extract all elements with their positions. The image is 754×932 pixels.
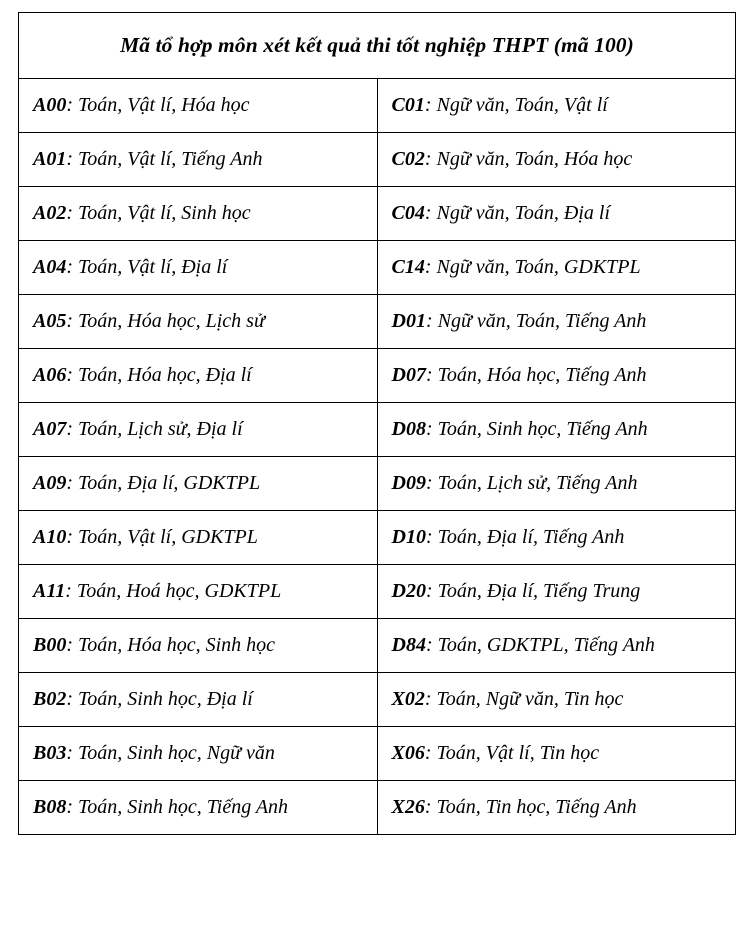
combo-code: A07 [33,418,67,440]
table-row [19,295,736,349]
combo-cell-right [377,241,736,295]
combo-separator: : [66,364,74,386]
combo-subjects: Toán, Hóa học, Địa lí [78,364,252,386]
combo-code: B03 [33,742,67,764]
combo-code: C01 [391,94,425,116]
combo-code: D07 [391,364,426,386]
combo-cell-left [19,511,378,565]
combo-subjects: Toán, Tin học, Tiếng Anh [436,796,637,818]
combo-separator: : [424,202,432,224]
combo-separator: : [65,580,72,602]
combo-code: X02 [391,688,425,710]
combo-subjects: Toán, Vật lí, GDKTPL [78,526,258,548]
combo-cell-right [377,511,736,565]
combo-separator: : [66,310,74,332]
table-row [19,79,736,133]
table-row [19,781,736,835]
combo-code: A04 [33,256,67,278]
combo-code: B08 [33,796,67,818]
combo-separator: : [425,472,433,494]
combo-separator: : [66,634,74,656]
combo-subjects: Toán, Hóa học, Lịch sử [78,310,265,332]
page-title: Mã tổ hợp môn xét kết quả thi tốt nghiệp THPT (mã 100) [19,13,736,79]
combo-cell-left [19,619,378,673]
combo-separator: : [66,526,74,548]
combo-subjects: Toán, Lịch sử, Tiếng Anh [437,472,638,494]
combo-code: D01 [391,310,426,332]
subject-combination-table [18,12,736,835]
combo-code: A00 [33,94,67,116]
combo-code: A01 [33,148,67,170]
table-row [19,457,736,511]
combo-cell-right [377,133,736,187]
table-row [19,403,736,457]
combo-code: D84 [391,634,426,656]
combo-subjects: Toán, Hoá học, GDKTPL [76,580,282,602]
combo-separator: : [66,418,74,440]
combo-separator: : [66,742,74,764]
combo-separator: : [66,796,74,818]
combo-cell-right [377,673,736,727]
combo-code: C14 [391,256,425,278]
combo-separator: : [66,148,74,170]
combo-separator: : [66,256,74,278]
combo-subjects: Ngữ văn, Toán, Hóa học [436,148,633,170]
combo-code: B00 [33,634,67,656]
combo-cell-right [377,727,736,781]
combo-code: X06 [391,742,425,764]
table-title-row [19,13,736,79]
table-row [19,673,736,727]
combo-cell-right [377,349,736,403]
combo-code: A10 [33,526,67,548]
combo-cell-right [377,295,736,349]
combo-cell-left [19,727,378,781]
table-row [19,133,736,187]
combo-code: C04 [391,202,425,224]
table-body [19,13,736,835]
combo-cell-right [377,565,736,619]
table-row [19,619,736,673]
combo-code: D09 [391,472,426,494]
combo-separator: : [424,742,432,764]
combo-cell-right [377,457,736,511]
table-row [19,349,736,403]
combo-code: D08 [391,418,426,440]
combo-cell-left [19,457,378,511]
combo-cell-right [377,781,736,835]
combo-subjects: Toán, Vật lí, Sinh học [78,202,251,224]
combo-subjects: Ngữ văn, Toán, GDKTPL [436,256,641,278]
table-row [19,187,736,241]
combo-cell-left [19,403,378,457]
combo-subjects: Toán, Vật lí, Địa lí [78,256,228,278]
combo-cell-left [19,79,378,133]
combo-subjects: Toán, Địa lí, Tiếng Anh [437,526,625,548]
combo-separator: : [424,256,432,278]
combo-separator: : [424,688,432,710]
combo-subjects: Ngữ văn, Toán, Địa lí [436,202,611,224]
combo-separator: : [424,796,432,818]
combo-subjects: Toán, Vật lí, Tiếng Anh [78,148,263,170]
combo-cell-right [377,619,736,673]
combo-code: A11 [33,580,66,602]
combo-subjects: Toán, Sinh học, Tiếng Anh [437,418,648,440]
combo-cell-left [19,187,378,241]
combo-code: A06 [33,364,67,386]
combo-separator: : [66,94,74,116]
combo-cell-right [377,403,736,457]
combo-cell-left [19,295,378,349]
combo-separator: : [425,526,433,548]
combo-subjects: Toán, Địa lí, Tiếng Trung [437,580,641,602]
combo-separator: : [66,202,74,224]
combo-subjects: Ngữ văn, Toán, Vật lí [436,94,608,116]
combo-separator: : [425,364,433,386]
combo-cell-left [19,349,378,403]
combo-code: A02 [33,202,67,224]
combo-subjects: Toán, Hóa học, Sinh học [78,634,276,656]
combo-subjects: Toán, Sinh học, Địa lí [78,688,253,710]
combo-cell-left [19,673,378,727]
combo-cell-left [19,565,378,619]
combo-separator: : [66,472,74,494]
table-row [19,727,736,781]
combo-separator: : [425,580,433,602]
combo-subjects: Toán, Sinh học, Ngữ văn [78,742,275,764]
combo-subjects: Toán, Lịch sử, Địa lí [78,418,243,440]
combo-subjects: Toán, Sinh học, Tiếng Anh [78,796,289,818]
combo-subjects: Toán, Vật lí, Hóa học [78,94,250,116]
combo-separator: : [425,634,433,656]
combo-cell-left [19,133,378,187]
combo-code: A05 [33,310,67,332]
combo-cell-right [377,79,736,133]
combo-separator: : [424,94,432,116]
combo-cell-left [19,241,378,295]
combo-code: D20 [391,580,426,602]
table-row [19,511,736,565]
combo-separator: : [424,148,432,170]
combo-separator: : [425,310,433,332]
combo-code: B02 [33,688,67,710]
table-row [19,565,736,619]
table-row [19,241,736,295]
combo-subjects: Toán, GDKTPL, Tiếng Anh [437,634,655,656]
combo-code: A09 [33,472,67,494]
combo-code: C02 [391,148,425,170]
combo-subjects: Toán, Địa lí, GDKTPL [78,472,261,494]
combo-separator: : [425,418,433,440]
combo-code: D10 [391,526,426,548]
combo-code: X26 [391,796,425,818]
combo-subjects: Toán, Ngữ văn, Tin học [436,688,624,710]
combo-cell-right [377,187,736,241]
combo-separator: : [66,688,74,710]
combo-subjects: Ngữ văn, Toán, Tiếng Anh [437,310,647,332]
combo-subjects: Toán, Vật lí, Tin học [436,742,600,764]
combo-subjects: Toán, Hóa học, Tiếng Anh [437,364,647,386]
combo-cell-left [19,781,378,835]
